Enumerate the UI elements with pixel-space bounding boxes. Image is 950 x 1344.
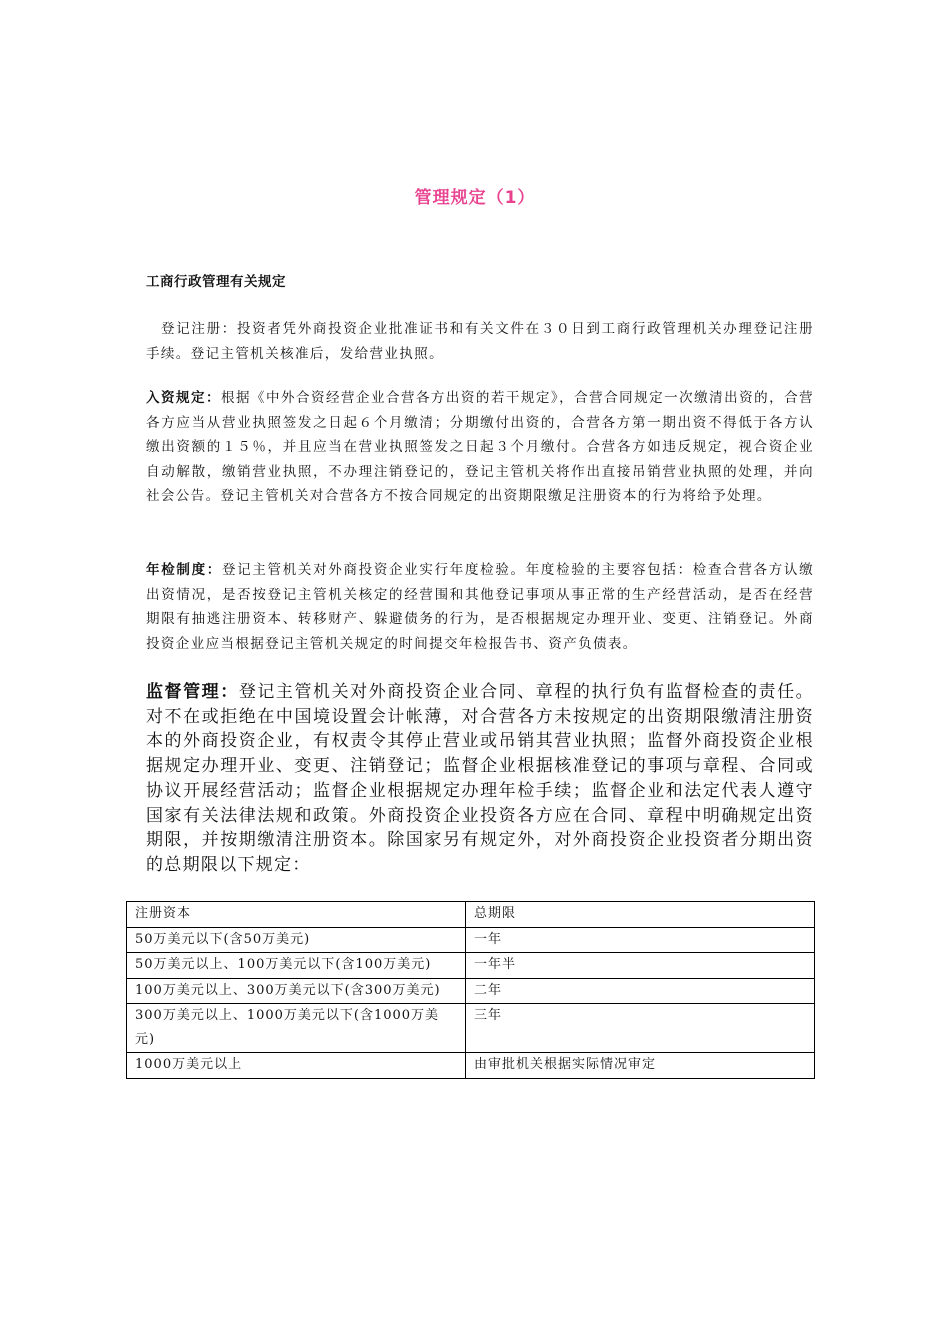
registration-text: 登记注册：投资者凭外商投资企业批准证书和有关文件在３０日到工商行政管理机关办理登记注册手续。登记主管机关核准后，发给营业执照。: [146, 321, 814, 362]
capital-schedule-table: [126, 901, 815, 1079]
period-cell: 二年: [466, 978, 815, 1004]
section-heading: 工商行政管理有关规定: [146, 274, 286, 290]
capital-cell: 50万美元以上、100万美元以下(含100万美元): [127, 953, 466, 979]
supervision-lead: 监督管理：: [146, 682, 239, 702]
table-row: [127, 927, 815, 953]
supervision-text: 登记主管机关对外商投资企业合同、章程的执行负有监督检查的责任。对不在或拒绝在中国境设置会计帐薄，对合营各方未按规定的出资期限缴清注册资本的外商投资企业，有权责令其停止营业或吊销其营业执照；监督外商投资企业根据规定办理开业、变更、注销登记；监督企业根据核准登记的事项与章程、合同或协议开展经营活动；监督企业根据规定办理年检手续；监督企业和法定代表人遵守国家有关法律法规和政策。外商投资企业投资各方应在合同、章程中明确规定出资期限，并按期缴清注册资本。除国家另有规定外，对外商投资企业投资者分期出资的总期限以下规定：: [146, 682, 814, 875]
period-cell: 三年: [466, 1004, 815, 1053]
supervision-paragraph: [146, 680, 814, 878]
header-total-period: 总期限: [466, 902, 815, 928]
table-row: [127, 1053, 815, 1079]
table-row: [127, 978, 815, 1004]
capital-cell: 100万美元以上、300万美元以下(含300万美元): [127, 978, 466, 1004]
table-row: [127, 1004, 815, 1053]
period-cell: 一年半: [466, 953, 815, 979]
period-cell: 一年: [466, 927, 815, 953]
capital-text: 根据《中外合资经营企业合营各方出资的若干规定》，合营合同规定一次缴清出资的，合营各方应当从营业执照签发之日起６个月缴清；分期缴付出资的，合营各方第一期出资不得低于各方认缴出资额的１５％，并且应当在营业执照签发之日起３个月缴付。合营各方如违反规定，视合资企业自动解散，缴销营业执照，不办理注销登记的，登记主管机关将作出直接吊销营业执照的处理，并向社会公告。登记主管机关对合营各方不按合同规定的出资期限缴足注册资本的行为将给予处理。: [146, 390, 814, 504]
period-cell: 由审批机关根据实际情况审定: [466, 1053, 815, 1079]
capital-cell: 50万美元以下(含50万美元): [127, 927, 466, 953]
registration-paragraph: [146, 317, 814, 366]
header-registered-capital: 注册资本: [127, 902, 466, 928]
table-row: [127, 953, 815, 979]
table-header-row: [127, 902, 815, 928]
capital-lead: 入资规定：: [146, 390, 221, 406]
annual-text: 登记主管机关对外商投资企业实行年度检验。年度检验的主要容包括：检查合营各方认缴出资情况，是否按登记主管机关核定的经营围和其他登记事项从事正常的生产经营活动，是否在经营期限有抽逃注册资本、转移财产、躲避债务的行为，是否根据规定办理开业、变更、注销登记。外商投资企业应当根据登记主管机关规定的时间提交年检报告书、资产负债表。: [146, 562, 815, 652]
annual-lead: 年检制度：: [146, 562, 222, 578]
capital-paragraph: [146, 386, 814, 509]
capital-cell: 1000万美元以上: [127, 1053, 466, 1079]
capital-cell: 300万美元以上、1000万美元以下(含1000万美元): [127, 1004, 466, 1053]
page-title: 管理规定（1）: [414, 188, 536, 209]
annual-inspection-paragraph: [146, 558, 814, 656]
